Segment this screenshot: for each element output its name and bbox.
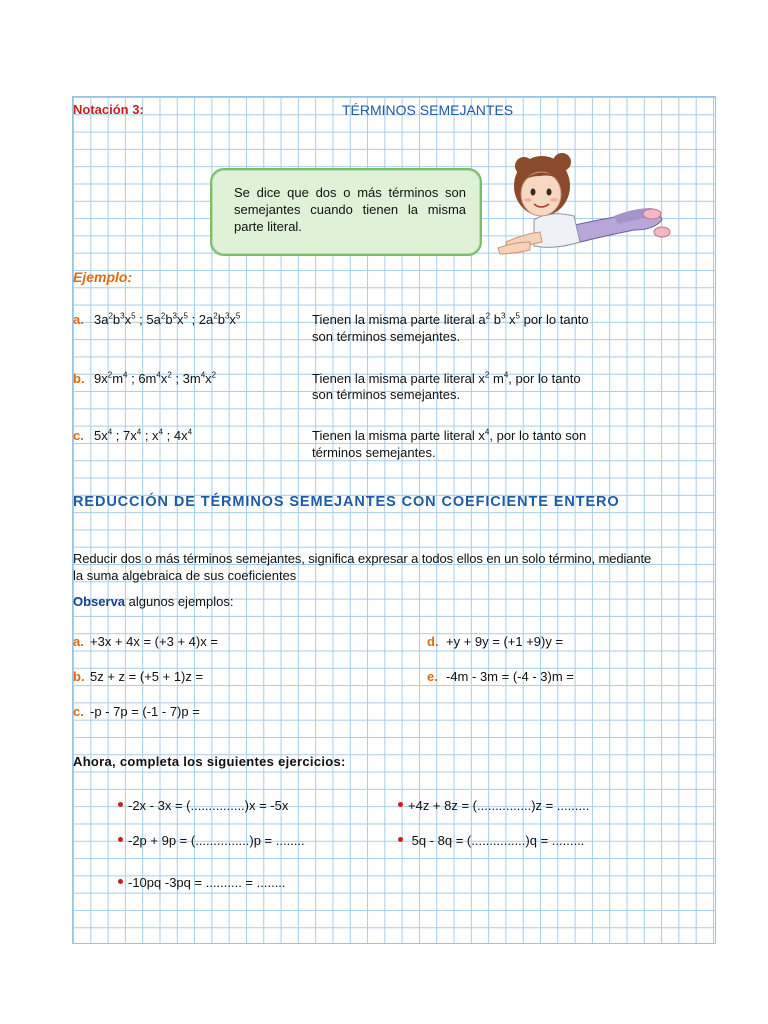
exercise-1: -2x - 3x = (...............)x = -5x (128, 798, 289, 813)
example-c-letter: c. (73, 428, 84, 443)
example-a-terms: $3a^2b^3x^5$ ; $5a^2b^3x^5$ ; $2a^2b^3x^5$ (94, 311, 241, 327)
reduction-c-letter: c. (73, 704, 84, 719)
exercises-heading: Ahora, completa los siguientes ejercicios: (73, 754, 346, 769)
bullet-icon (118, 879, 123, 884)
definition-box (210, 168, 482, 256)
section-paragraph-line1: Reducir dos o más términos semejantes, significa expresar a todos ellos en un solo término, mediante (73, 551, 652, 566)
exercise-3: -2p + 9p = (...............)p = ........ (128, 833, 305, 848)
definition-text: Se dice que dos o más términos son semejantes cuando tienen la misma parte literal. (234, 185, 466, 234)
exercise-5: -10pq -3pq = .......... = ........ (128, 875, 286, 890)
observa-word: Observa (73, 594, 126, 609)
example-b-terms: $9x^2m^4$ ; $6m^4x^2$ ; $3m^4x^2$ (94, 370, 217, 386)
example-c-explanation-line2: términos semejantes. (312, 445, 436, 460)
reduction-d-letter: d. (427, 634, 439, 649)
girl-lying-down-illustration (494, 150, 674, 262)
example-b-explanation-line1: Tienen la misma parte literal $x^2$ $m^4$, por lo tanto (312, 370, 581, 386)
example-c-terms: $5x^4$ ; $7x^4$ ; $x^4$ ; $4x^4$ (94, 427, 193, 443)
reduction-e-letter: e. (427, 669, 438, 684)
bullet-icon (118, 837, 123, 842)
notation-label: Notación 3: (73, 102, 144, 117)
reduction-b-letter: b. (73, 669, 85, 684)
bullet-icon (398, 837, 403, 842)
section-paragraph-line2: la suma algebraica de sus coeficientes (73, 568, 297, 583)
page-title: TÉRMINOS SEMEJANTES (342, 102, 514, 118)
reduction-b-expr: 5z + z = (+5 + 1)z = (90, 669, 204, 684)
reduction-e-expr: -4m - 3m = (-4 - 3)m = (446, 669, 574, 684)
section-heading: REDUCCIÓN DE TÉRMINOS SEMEJANTES CON COEFICIENTE ENTERO (73, 494, 620, 510)
reduction-a-letter: a. (73, 634, 84, 649)
example-a-explanation-line1: Tienen la misma parte literal $a^2$ $b^3$ $x^5$ por lo tanto (312, 311, 589, 327)
example-c-explanation-line1: Tienen la misma parte literal $x^4$, por lo tanto son (312, 427, 587, 443)
example-a-letter: a. (73, 312, 84, 327)
exercise-2: +4z + 8z = (...............)z = ......... (408, 798, 590, 813)
reduction-c-expr: -p - 7p = (-1 - 7)p = (90, 704, 200, 719)
example-label: Ejemplo: (73, 269, 133, 285)
bullet-icon (118, 802, 123, 807)
reduction-d-expr: +y + 9y = (+1 +9)y = (446, 634, 564, 649)
observa-rest: algunos ejemplos: (128, 594, 234, 609)
reduction-a-expr: +3x + 4x = (+3 + 4)x = (90, 634, 218, 649)
observa-line (73, 593, 233, 610)
bullet-icon (398, 802, 403, 807)
exercise-4: 5q - 8q = (...............)q = ......... (408, 833, 585, 848)
example-b-explanation-line2: son términos semejantes. (312, 387, 461, 402)
example-a-explanation-line2: son términos semejantes. (312, 329, 461, 344)
example-b-letter: b. (73, 371, 85, 386)
